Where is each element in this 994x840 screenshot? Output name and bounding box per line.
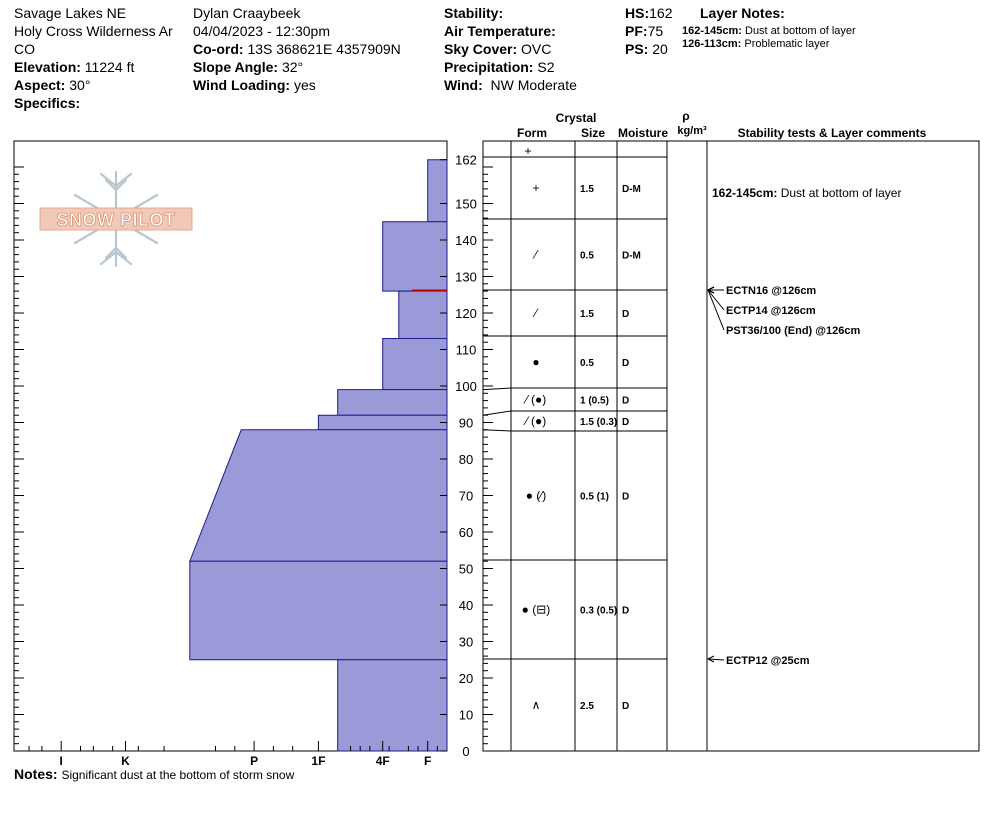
moisture: D xyxy=(622,491,630,503)
depth-tick-label: 80 xyxy=(458,452,474,467)
site-range: Holy Cross Wilderness Ar xyxy=(14,23,173,39)
layer-note-text: Dust at bottom of layer xyxy=(745,25,856,37)
depth-tick-label: 110 xyxy=(455,342,477,358)
depth-tick-label: 40 xyxy=(458,598,474,613)
crystal-form: ∧ xyxy=(531,698,541,712)
hardness-layer xyxy=(399,291,447,338)
crystal-size: 1.5 (0.3) xyxy=(580,417,618,428)
row-connector xyxy=(483,388,511,390)
crystal-form: + xyxy=(532,181,540,195)
aspect-label: Aspect: xyxy=(14,77,66,93)
crystal-form: ⁄ xyxy=(534,306,538,320)
hardness-layer xyxy=(190,430,447,561)
stability-tests xyxy=(708,186,901,667)
row-connector xyxy=(483,430,511,431)
precip-value: S2 xyxy=(537,59,555,75)
stability-test: ECTN16 @126cm xyxy=(726,285,817,297)
site-location: Savage Lakes NE xyxy=(14,5,127,21)
crystal-size: 0.5 (1) xyxy=(580,491,609,503)
layer-note-range: 126-113cm: xyxy=(682,38,742,50)
logo-text: SNOW PILOT xyxy=(56,210,176,230)
crystal-size: 1 (0.5) xyxy=(580,395,609,407)
depth-tick-label: 130 xyxy=(455,269,477,285)
notes-text: Significant dust at the bottom of storm snow xyxy=(61,768,295,782)
stability-test: ECTP12 @25cm xyxy=(726,655,810,667)
col-crystal: Crystal xyxy=(555,111,597,125)
hardness-layer xyxy=(338,660,447,751)
depth-tick-label: 60 xyxy=(458,525,474,540)
hs-value: 162 xyxy=(649,5,673,21)
aspect-value: 30° xyxy=(69,77,91,93)
crystal-form: ● (⁄) xyxy=(525,488,547,503)
hardness-tick-label: I xyxy=(59,754,63,768)
notes-label: Notes: xyxy=(14,766,58,782)
depth-tick-label: 10 xyxy=(458,707,474,723)
crystal-size: 1.5 xyxy=(580,184,594,195)
site-state: CO xyxy=(14,41,35,57)
hardness-tick-label: K xyxy=(121,754,130,768)
wind-value: NW Moderate xyxy=(490,77,577,93)
observer-name: Dylan Craaybeek xyxy=(193,5,301,21)
depth-tick-label: 150 xyxy=(455,196,477,212)
hardness-tick-label: 1F xyxy=(311,754,326,768)
sky-label: Sky Cover: xyxy=(444,41,518,57)
observation-datetime: 04/04/2023 - 12:30pm xyxy=(193,23,330,39)
hs-label: HS: xyxy=(625,5,650,21)
col-density-unit: kg/m³ xyxy=(677,125,707,137)
wind-loading-value: yes xyxy=(293,77,316,93)
hardness-layer xyxy=(383,339,447,390)
crystal-form: ⁄ (●) xyxy=(525,392,547,407)
depth-tick-label: 162 xyxy=(455,152,477,168)
hardness-layer xyxy=(428,160,447,222)
depth-tick-label: 70 xyxy=(458,488,474,504)
crystal-form: ● xyxy=(532,355,540,369)
crystal-size: 0.5 xyxy=(580,358,594,369)
hardness-tick-label: 4F xyxy=(375,754,390,768)
moisture: D xyxy=(622,395,630,407)
wind-loading-label: Wind Loading: xyxy=(193,77,291,93)
moisture: D xyxy=(622,358,630,369)
hardness-layer xyxy=(190,561,447,660)
test-arrow xyxy=(708,290,724,310)
depth-tick-label: 50 xyxy=(458,561,474,577)
slope-value: 32° xyxy=(281,59,304,75)
hardness-tick-label: P xyxy=(250,754,259,768)
layer-comment: 162-145cm: Dust at bottom of layer xyxy=(712,186,902,200)
moisture: D xyxy=(622,605,630,617)
stability-test: PST36/100 (End) @126cm xyxy=(726,325,861,337)
layer-notes-title: Layer Notes: xyxy=(700,5,785,21)
specifics-label: Specifics: xyxy=(14,95,81,111)
layer-note-range: 162-145cm: xyxy=(682,25,742,37)
col-moisture: Moisture xyxy=(617,126,669,140)
precip-label: Precipitation: xyxy=(444,59,534,75)
depth-tick-label: 120 xyxy=(455,306,477,321)
hardness-layer xyxy=(318,415,447,430)
moisture: D-M xyxy=(622,184,641,195)
depth-tick-label: 140 xyxy=(455,233,477,248)
crystal-size: 1.5 xyxy=(580,309,594,320)
crystal-size: 2.5 xyxy=(580,701,594,712)
moisture: D xyxy=(622,309,630,320)
row-connector xyxy=(483,411,511,415)
crystal-form: ● (⊟) xyxy=(521,602,551,617)
wind-label: Wind: xyxy=(444,77,483,93)
elevation-label: Elevation: xyxy=(14,59,81,75)
crystal-form: ⁄ xyxy=(534,247,538,262)
depth-tick-label: 0 xyxy=(462,744,470,759)
depth-tick-label: 90 xyxy=(458,415,474,431)
col-tests: Stability tests & Layer comments xyxy=(737,126,927,140)
stability-label: Stability: xyxy=(444,5,504,21)
layer-note-text: Problematic layer xyxy=(744,38,830,50)
slope-label: Slope Angle: xyxy=(193,59,279,75)
hardness-layers xyxy=(190,160,447,751)
moisture: D xyxy=(622,417,630,428)
hardness-layer xyxy=(383,222,447,291)
col-form: Form xyxy=(517,126,547,140)
col-rho: ρ xyxy=(682,109,690,123)
crystal-form: + xyxy=(524,144,532,158)
hardness-layer xyxy=(338,390,447,416)
ps-value: 20 xyxy=(652,41,668,57)
depth-tick-label: 100 xyxy=(455,379,477,394)
hardness-tick-label: F xyxy=(424,754,432,768)
coord-value: 13S 368621E 4357909N xyxy=(247,41,401,57)
depth-tick-label: 20 xyxy=(458,671,474,686)
moisture: D xyxy=(622,701,630,712)
elevation-value: 11224 ft xyxy=(84,59,135,75)
pf-value: 75 xyxy=(647,23,664,39)
crystal-form: ⁄ (●) xyxy=(525,414,547,428)
pf-label: PF: xyxy=(625,23,648,39)
stability-test: ECTP14 @126cm xyxy=(726,305,816,317)
snowpilot-logo xyxy=(40,172,192,266)
crystal-size: 0.5 xyxy=(580,250,594,262)
col-size: Size xyxy=(580,126,606,140)
air-temp-label: Air Temperature: xyxy=(444,23,556,39)
coord-label: Co-ord: xyxy=(193,41,244,57)
sky-value: OVC xyxy=(521,41,552,57)
crystal-size: 0.3 (0.5) xyxy=(580,605,618,617)
ps-label: PS: xyxy=(625,41,649,57)
test-arrow xyxy=(708,290,724,330)
depth-tick-label: 30 xyxy=(458,634,474,650)
moisture: D-M xyxy=(622,250,641,262)
